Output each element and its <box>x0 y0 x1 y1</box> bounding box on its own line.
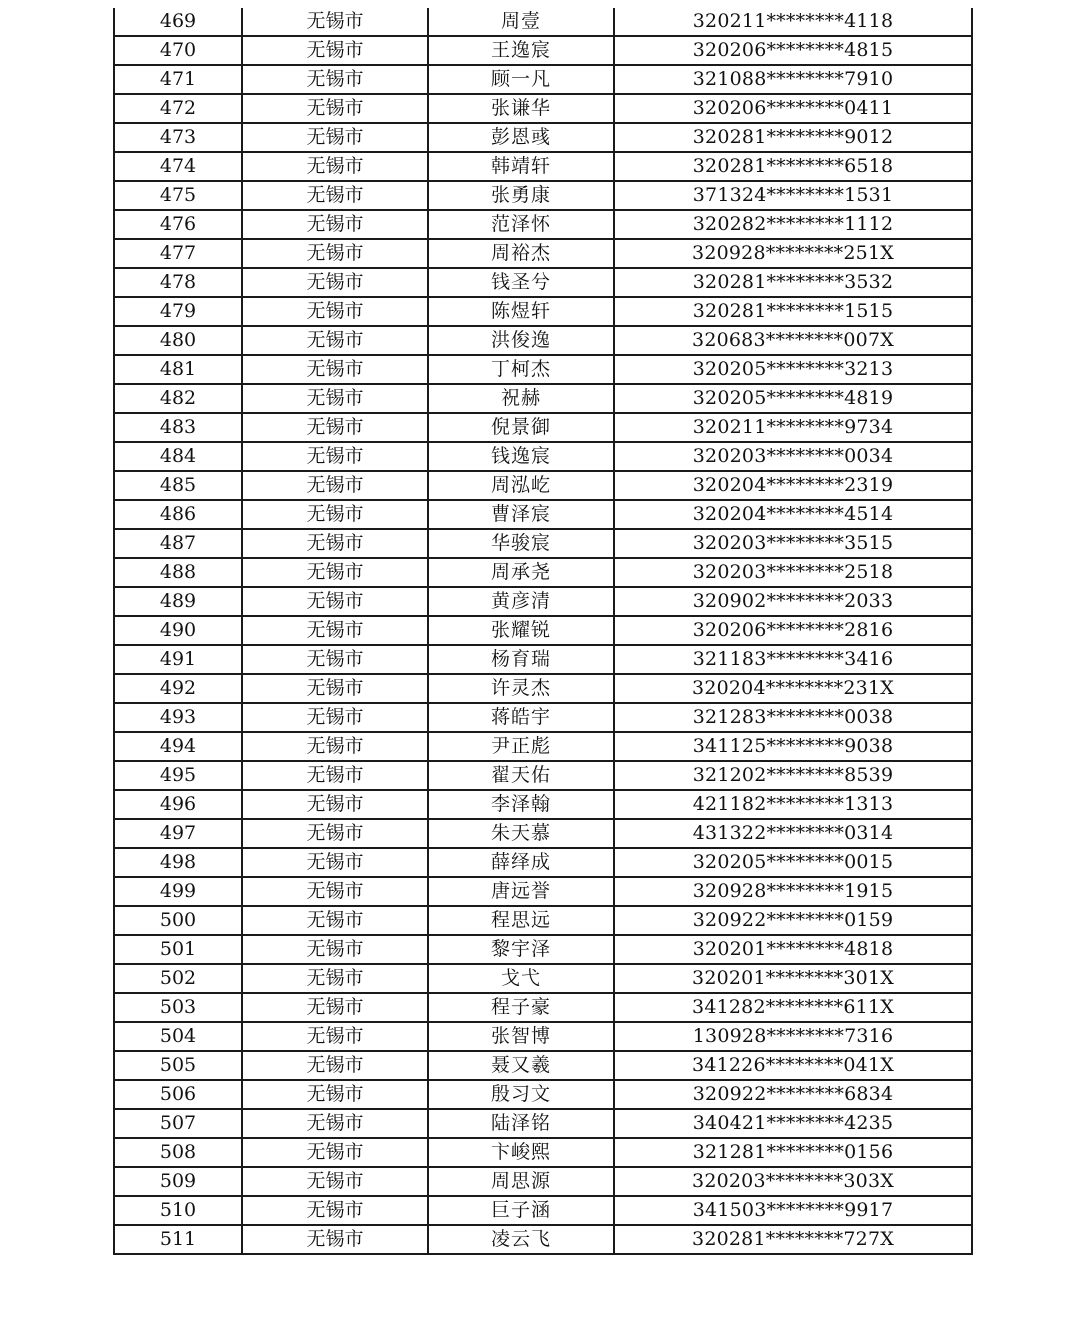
person-name-cell: 朱天慕 <box>428 819 614 848</box>
row-number-cell: 501 <box>114 935 242 964</box>
row-number-cell: 494 <box>114 732 242 761</box>
person-name-cell: 聂又羲 <box>428 1051 614 1080</box>
city-cell: 无锡市 <box>242 442 428 471</box>
id-number-cell: 320282********1112 <box>614 210 972 239</box>
city-cell: 无锡市 <box>242 993 428 1022</box>
person-name-cell: 陈煜轩 <box>428 297 614 326</box>
row-number-cell: 483 <box>114 413 242 442</box>
id-number-cell: 321202********8539 <box>614 761 972 790</box>
city-cell: 无锡市 <box>242 790 428 819</box>
id-number-cell: 320205********0015 <box>614 848 972 877</box>
id-number-cell: 320922********0159 <box>614 906 972 935</box>
id-number-cell: 320204********4514 <box>614 500 972 529</box>
person-name-cell: 李泽翰 <box>428 790 614 819</box>
row-number-cell: 490 <box>114 616 242 645</box>
person-name-cell: 周裕杰 <box>428 239 614 268</box>
person-name-cell: 卞峻熙 <box>428 1138 614 1167</box>
id-number-cell: 320928********1915 <box>614 877 972 906</box>
table-row <box>114 239 972 268</box>
id-number-cell: 341125********9038 <box>614 732 972 761</box>
table-row <box>114 181 972 210</box>
table-row <box>114 268 972 297</box>
city-cell: 无锡市 <box>242 761 428 790</box>
person-name-cell: 张勇康 <box>428 181 614 210</box>
table-row <box>114 297 972 326</box>
table-row <box>114 558 972 587</box>
row-number-cell: 493 <box>114 703 242 732</box>
city-cell: 无锡市 <box>242 94 428 123</box>
row-number-cell: 504 <box>114 1022 242 1051</box>
table-row <box>114 442 972 471</box>
id-number-cell: 320211********9734 <box>614 413 972 442</box>
id-number-cell: 320203********0034 <box>614 442 972 471</box>
table-row <box>114 1109 972 1138</box>
row-number-cell: 496 <box>114 790 242 819</box>
id-number-cell: 320203********3515 <box>614 529 972 558</box>
row-number-cell: 489 <box>114 587 242 616</box>
table-row <box>114 152 972 181</box>
id-number-cell: 320928********251X <box>614 239 972 268</box>
person-name-cell: 周承尧 <box>428 558 614 587</box>
table-row <box>114 674 972 703</box>
id-number-cell: 321088********7910 <box>614 65 972 94</box>
person-name-cell: 钱圣兮 <box>428 268 614 297</box>
id-number-cell: 320206********0411 <box>614 94 972 123</box>
row-number-cell: 471 <box>114 65 242 94</box>
id-number-cell: 320281********9012 <box>614 123 972 152</box>
roster-table-body <box>114 8 972 1254</box>
id-number-cell: 320281********727X <box>614 1225 972 1254</box>
id-number-cell: 320201********4818 <box>614 935 972 964</box>
city-cell: 无锡市 <box>242 1138 428 1167</box>
person-name-cell: 唐远誉 <box>428 877 614 906</box>
roster-table <box>113 8 973 1255</box>
row-number-cell: 511 <box>114 1225 242 1254</box>
table-row <box>114 1196 972 1225</box>
city-cell: 无锡市 <box>242 413 428 442</box>
city-cell: 无锡市 <box>242 1109 428 1138</box>
city-cell: 无锡市 <box>242 674 428 703</box>
person-name-cell: 巨子涵 <box>428 1196 614 1225</box>
row-number-cell: 470 <box>114 36 242 65</box>
id-number-cell: 320211********4118 <box>614 8 972 36</box>
id-number-cell: 320203********2518 <box>614 558 972 587</box>
row-number-cell: 472 <box>114 94 242 123</box>
person-name-cell: 许灵杰 <box>428 674 614 703</box>
row-number-cell: 503 <box>114 993 242 1022</box>
row-number-cell: 469 <box>114 8 242 36</box>
id-number-cell: 320201********301X <box>614 964 972 993</box>
table-row <box>114 500 972 529</box>
row-number-cell: 482 <box>114 384 242 413</box>
person-name-cell: 张耀锐 <box>428 616 614 645</box>
city-cell: 无锡市 <box>242 268 428 297</box>
table-row <box>114 587 972 616</box>
row-number-cell: 499 <box>114 877 242 906</box>
person-name-cell: 韩靖轩 <box>428 152 614 181</box>
id-number-cell: 321283********0038 <box>614 703 972 732</box>
person-name-cell: 洪俊逸 <box>428 326 614 355</box>
table-row <box>114 993 972 1022</box>
city-cell: 无锡市 <box>242 210 428 239</box>
id-number-cell: 320206********4815 <box>614 36 972 65</box>
row-number-cell: 510 <box>114 1196 242 1225</box>
city-cell: 无锡市 <box>242 471 428 500</box>
city-cell: 无锡市 <box>242 1167 428 1196</box>
person-name-cell: 程思远 <box>428 906 614 935</box>
person-name-cell: 丁柯杰 <box>428 355 614 384</box>
row-number-cell: 484 <box>114 442 242 471</box>
city-cell: 无锡市 <box>242 297 428 326</box>
city-cell: 无锡市 <box>242 906 428 935</box>
row-number-cell: 508 <box>114 1138 242 1167</box>
city-cell: 无锡市 <box>242 529 428 558</box>
person-name-cell: 殷习文 <box>428 1080 614 1109</box>
city-cell: 无锡市 <box>242 123 428 152</box>
city-cell: 无锡市 <box>242 645 428 674</box>
id-number-cell: 320281********3532 <box>614 268 972 297</box>
city-cell: 无锡市 <box>242 1051 428 1080</box>
person-name-cell: 曹泽宸 <box>428 500 614 529</box>
table-row <box>114 1022 972 1051</box>
table-row <box>114 65 972 94</box>
row-number-cell: 481 <box>114 355 242 384</box>
person-name-cell: 范泽怀 <box>428 210 614 239</box>
city-cell: 无锡市 <box>242 384 428 413</box>
city-cell: 无锡市 <box>242 1080 428 1109</box>
person-name-cell: 周壹 <box>428 8 614 36</box>
person-name-cell: 祝赫 <box>428 384 614 413</box>
row-number-cell: 480 <box>114 326 242 355</box>
city-cell: 无锡市 <box>242 152 428 181</box>
table-row <box>114 616 972 645</box>
city-cell: 无锡市 <box>242 819 428 848</box>
id-number-cell: 320683********007X <box>614 326 972 355</box>
city-cell: 无锡市 <box>242 1196 428 1225</box>
id-number-cell: 431322********0314 <box>614 819 972 848</box>
id-number-cell: 320204********2319 <box>614 471 972 500</box>
person-name-cell: 周思源 <box>428 1167 614 1196</box>
table-row <box>114 935 972 964</box>
row-number-cell: 507 <box>114 1109 242 1138</box>
city-cell: 无锡市 <box>242 587 428 616</box>
table-row <box>114 848 972 877</box>
row-number-cell: 497 <box>114 819 242 848</box>
city-cell: 无锡市 <box>242 181 428 210</box>
person-name-cell: 周泓屹 <box>428 471 614 500</box>
table-row <box>114 703 972 732</box>
id-number-cell: 130928********7316 <box>614 1022 972 1051</box>
person-name-cell: 黄彦清 <box>428 587 614 616</box>
person-name-cell: 凌云飞 <box>428 1225 614 1254</box>
id-number-cell: 320205********3213 <box>614 355 972 384</box>
table-row <box>114 210 972 239</box>
id-number-cell: 321281********0156 <box>614 1138 972 1167</box>
city-cell: 无锡市 <box>242 935 428 964</box>
city-cell: 无锡市 <box>242 616 428 645</box>
table-row <box>114 326 972 355</box>
id-number-cell: 321183********3416 <box>614 645 972 674</box>
person-name-cell: 张智博 <box>428 1022 614 1051</box>
person-name-cell: 彭恩彧 <box>428 123 614 152</box>
city-cell: 无锡市 <box>242 732 428 761</box>
table-row <box>114 819 972 848</box>
city-cell: 无锡市 <box>242 36 428 65</box>
table-row <box>114 94 972 123</box>
row-number-cell: 476 <box>114 210 242 239</box>
id-number-cell: 320204********231X <box>614 674 972 703</box>
city-cell: 无锡市 <box>242 65 428 94</box>
id-number-cell: 341503********9917 <box>614 1196 972 1225</box>
roster-sheet <box>113 8 965 1255</box>
row-number-cell: 474 <box>114 152 242 181</box>
table-row <box>114 471 972 500</box>
person-name-cell: 陆泽铭 <box>428 1109 614 1138</box>
id-number-cell: 341282********611X <box>614 993 972 1022</box>
person-name-cell: 钱逸宸 <box>428 442 614 471</box>
row-number-cell: 477 <box>114 239 242 268</box>
city-cell: 无锡市 <box>242 703 428 732</box>
row-number-cell: 505 <box>114 1051 242 1080</box>
person-name-cell: 杨育瑞 <box>428 645 614 674</box>
row-number-cell: 509 <box>114 1167 242 1196</box>
row-number-cell: 486 <box>114 500 242 529</box>
city-cell: 无锡市 <box>242 877 428 906</box>
id-number-cell: 341226********041X <box>614 1051 972 1080</box>
row-number-cell: 478 <box>114 268 242 297</box>
city-cell: 无锡市 <box>242 355 428 384</box>
table-row <box>114 1138 972 1167</box>
table-row <box>114 732 972 761</box>
person-name-cell: 程子豪 <box>428 993 614 1022</box>
id-number-cell: 320206********2816 <box>614 616 972 645</box>
row-number-cell: 485 <box>114 471 242 500</box>
id-number-cell: 320203********303X <box>614 1167 972 1196</box>
row-number-cell: 479 <box>114 297 242 326</box>
row-number-cell: 506 <box>114 1080 242 1109</box>
person-name-cell: 蒋皓宇 <box>428 703 614 732</box>
table-row <box>114 964 972 993</box>
table-row <box>114 1225 972 1254</box>
city-cell: 无锡市 <box>242 500 428 529</box>
table-row <box>114 645 972 674</box>
row-number-cell: 491 <box>114 645 242 674</box>
city-cell: 无锡市 <box>242 8 428 36</box>
row-number-cell: 473 <box>114 123 242 152</box>
table-row <box>114 906 972 935</box>
city-cell: 无锡市 <box>242 1022 428 1051</box>
person-name-cell: 黎宇泽 <box>428 935 614 964</box>
table-row <box>114 1167 972 1196</box>
row-number-cell: 475 <box>114 181 242 210</box>
row-number-cell: 487 <box>114 529 242 558</box>
city-cell: 无锡市 <box>242 326 428 355</box>
row-number-cell: 498 <box>114 848 242 877</box>
table-row <box>114 8 972 36</box>
person-name-cell: 薛绎成 <box>428 848 614 877</box>
person-name-cell: 张谦华 <box>428 94 614 123</box>
id-number-cell: 320205********4819 <box>614 384 972 413</box>
person-name-cell: 华骏宸 <box>428 529 614 558</box>
row-number-cell: 500 <box>114 906 242 935</box>
table-row <box>114 1051 972 1080</box>
row-number-cell: 502 <box>114 964 242 993</box>
table-row <box>114 1080 972 1109</box>
city-cell: 无锡市 <box>242 964 428 993</box>
table-row <box>114 36 972 65</box>
city-cell: 无锡市 <box>242 1225 428 1254</box>
city-cell: 无锡市 <box>242 558 428 587</box>
id-number-cell: 320281********6518 <box>614 152 972 181</box>
id-number-cell: 320902********2033 <box>614 587 972 616</box>
table-row <box>114 355 972 384</box>
row-number-cell: 495 <box>114 761 242 790</box>
id-number-cell: 421182********1313 <box>614 790 972 819</box>
city-cell: 无锡市 <box>242 239 428 268</box>
person-name-cell: 顾一凡 <box>428 65 614 94</box>
table-row <box>114 123 972 152</box>
id-number-cell: 340421********4235 <box>614 1109 972 1138</box>
id-number-cell: 320281********1515 <box>614 297 972 326</box>
table-row <box>114 790 972 819</box>
table-row <box>114 761 972 790</box>
table-row <box>114 877 972 906</box>
person-name-cell: 翟天佑 <box>428 761 614 790</box>
table-row <box>114 384 972 413</box>
row-number-cell: 488 <box>114 558 242 587</box>
person-name-cell: 尹正彪 <box>428 732 614 761</box>
table-row <box>114 529 972 558</box>
table-row <box>114 413 972 442</box>
city-cell: 无锡市 <box>242 848 428 877</box>
row-number-cell: 492 <box>114 674 242 703</box>
id-number-cell: 320922********6834 <box>614 1080 972 1109</box>
person-name-cell: 王逸宸 <box>428 36 614 65</box>
person-name-cell: 戈弋 <box>428 964 614 993</box>
id-number-cell: 371324********1531 <box>614 181 972 210</box>
person-name-cell: 倪景御 <box>428 413 614 442</box>
